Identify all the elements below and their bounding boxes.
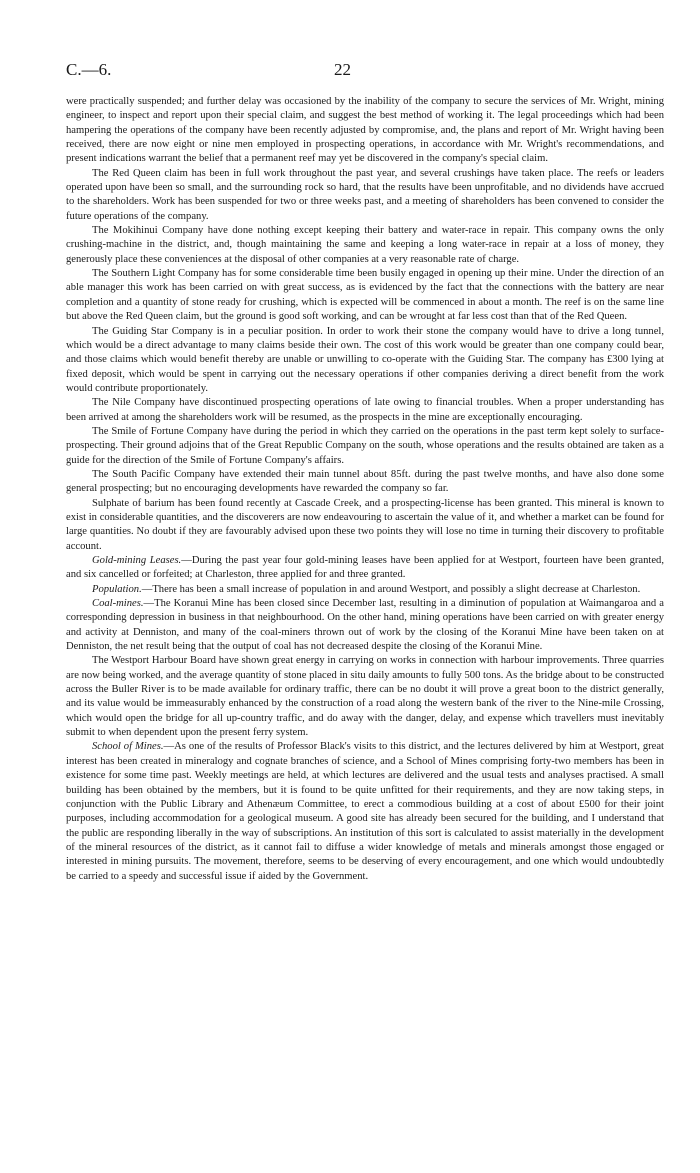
- section-heading: School of Mines.: [92, 741, 164, 753]
- paragraph: Gold-mining Leases.—During the past year four gold-mining leases have been applied for at Westport, fourteen have been granted, and six cancelled or forfeited; at Charleston, three applied for and three granted.: [66, 555, 665, 581]
- page-header: [66, 60, 648, 84]
- report-body: [66, 95, 664, 884]
- paragraph: The Nile Company have discontinued prospecting operations of late owing to financial troubles. When a proper understanding has been arrived at among the shareholders work will be resumed, as the prospects in the mine are exceptionally encouraging.: [66, 397, 664, 423]
- paragraph: The Guiding Star Company is in a peculiar position. In order to work their stone the company would have to drive a long tunnel, which would be a direct advantage to many claims beside their own. The cost of this work would be greater than one company could bear, and those claims which would benefit thereby are unable or unwilling to co-operate with the Guiding Star. The company has £300 lying at fixed deposit, which would be spent in carrying out the necessary operations if other companies deriving a direct benefit from the work would contribute proportionately.: [66, 325, 664, 394]
- paragraph: The South Pacific Company have extended their main tunnel about 85ft. during the past twelve months, and have also done some general prospecting; but no encouraging developments have rewarded the company so far.: [66, 468, 664, 495]
- paragraph: School of Mines.—As one of the results of Professor Black's visits to this district, and the lectures delivered by him at Westport, great interest has been created in mineralogy and cognate branches of science, and a School of Mines comprising forty-two members has been in existence for some time past. Weekly meetings are held, at which lectures are delivered and the usual tests and analyses practised. A small building has been obtained by the members, but it is found to be quite unfitted for their requirements, and they are now taking steps, in conjunction with the Public Library and Athenæum Committee, to erect a commodious building at a cost of about £500 for their joint purposes, including accommodation for a geological museum. A good site has already been secured for the building, and I understand that the public are responding liberally in the way of subscriptions. An institution of this sort is calculated to assist materially in the development of the mineral resources of the district, as it cannot fail to diffuse a wider knowledge of metals and minerals amongst those engaged or interested in mining pursuits. The movement, therefore, seems to be deserving of every encouragement, and one which would undoubtedly be carried to a speedy and successful issue if aided by the Government.: [66, 741, 664, 882]
- section-heading: Population.: [92, 583, 142, 595]
- page-number: 22: [334, 60, 351, 79]
- paragraph: The Mokihinui Company have done nothing except keeping their battery and water-race in repair. This company owns the only crushing-machine in the district, and, though maintaining the same and keeping a long water-race in repair at a loss of money, they generously place these conveniences at the disposal of other companies at a very reasonable rate of charge.: [66, 225, 664, 265]
- section-heading: Gold-mining Leases.: [92, 555, 182, 566]
- paragraph: were practically suspended; and further delay was occasioned by the inability of the company to secure the services of Mr. Wright, mining engineer, to inspect and report upon their special claim, and suggest the best method of working it. The legal proceedings which had been hampering the operations of the company have been recently adjusted by compromise, and, the plans and report of Mr. Wright having been received, there are now eight or nine men employed in prospecting operations, in accordance with Mr. Wright's recommendations, and present indications warrant the belief that a permanent reef may yet be discovered in the company's special claim.: [66, 96, 664, 165]
- paragraph: Sulphate of barium has been found recently at Cascade Creek, and a prospecting-license has been granted. This mineral is known to exist in considerable quantities, and the discoverers are now endeavouring to ascertain the value of it, and whether a market can be found for large quantities. No doubt if they are favourably advised upon these two points they will lose no time in turning their discovery to profitable account.: [66, 497, 664, 552]
- paragraph: The Southern Light Company has for some considerable time been busily engaged in opening up their mine. Under the direction of an able manager this work has been carried on with great success, as is evidenced by the fact that the connections with the battery are near completion and a quantity of stone ready for crushing, which is expected will be commenced in about a month. The reef is on the same line but above the Red Queen claim, but the ground is good soft working, and can be wrought at far less cost than that of the Red Queen.: [66, 268, 664, 323]
- paper-reference: C.—6.: [66, 60, 112, 79]
- paragraph: The Red Queen claim has been in full work throughout the past year, and several crushings have taken place. The reefs or leaders operated upon have been so small, and the surrounding rock so hard, that the results have been unprofitable, and no dividends have accrued to the shareholders. Work has been suspended for two or three weeks past, and a meeting of shareholders has been convened to consider the future operations of the company.: [66, 167, 664, 222]
- paragraph: The Smile of Fortune Company have during the period in which they carried on the operations in the past term kept solely to surface-prospecting. Their ground adjoins that of the Great Republic Company on the south, whose operations and the results obtained are taken as a guide for the direction of the Smile of Fortune Company's affairs.: [66, 425, 664, 466]
- paragraph: The Westport Harbour Board have shown great energy in carrying on works in connection with harbour improvements. Three quarries are now being worked, and the average quantity of stone placed in situ daily amounts to fully 500 tons. As the bridge about to be constructed across the Buller River is to be made available for ordinary traffic, there can be no doubt it will prove a great boon to the district generally, and its value would be immeasurably enhanced by the construction of a road along the western bank of the river to the Nine-mile Crossing, which would open the bridge for all up-country traffic, and do away with the danger, delay, and expense which travellers must inevitably submit to when dependent upon the present ferry system.: [66, 655, 664, 739]
- section-heading: Coal-mines.: [92, 598, 144, 610]
- paragraph: Coal-mines.—The Koranui Mine has been closed since December last, resulting in a diminution of population at Waimangaroa and a corresponding depression in business in that neighbourhood. On the other hand, mining operations have been carried on with greater energy and activity at Denniston, and many of the coal-miners thrown out of work by the closing of the Koranui Mine have been taken on at Denniston, the net result being that the output of coal has not decreased despite the closing of the Koranui Mine.: [66, 598, 664, 653]
- paragraph: Population.—There has been a small increase of population in and around Westport, and possibly a slight decrease at Charleston.: [92, 583, 641, 595]
